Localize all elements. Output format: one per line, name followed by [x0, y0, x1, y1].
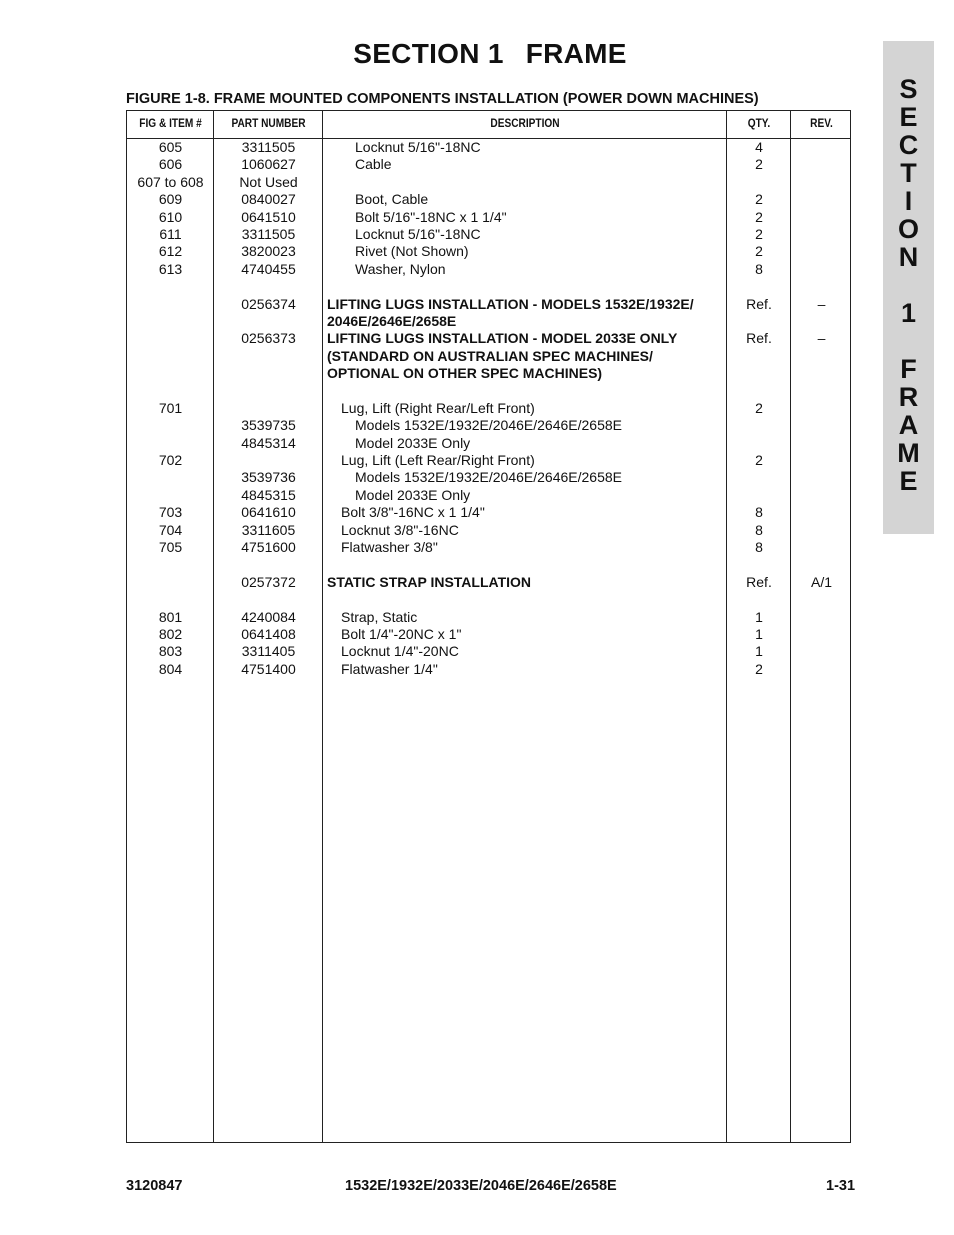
cell-part-number: 3539735: [241, 417, 296, 434]
table-row: [127, 452, 850, 469]
cell-qty: 2: [755, 243, 763, 260]
cell-fig-item: 702: [158, 452, 183, 469]
cell-fig-item: 703: [158, 504, 183, 521]
cell-description: Locknut 5/16"-18NC: [355, 139, 481, 155]
header-description: DESCRIPTION: [490, 118, 560, 130]
table-row: [127, 574, 850, 591]
cell-qty: Ref.: [746, 573, 772, 590]
header-fig-item: FIG & ITEM #: [139, 118, 202, 130]
cell-part-number: 3820023: [241, 243, 296, 260]
cell-description: Bolt 5/16"-18NC x 1 1/4": [355, 208, 507, 225]
cell-part-number: 3311505: [241, 139, 296, 155]
footer-page-number: 1-31: [826, 1178, 856, 1194]
cell-description: Lug, Lift (Left Rear/Right Front): [341, 452, 535, 469]
cell-fig-item: 605: [158, 139, 183, 155]
table-row: [127, 400, 850, 417]
section-title-name: FRAME: [525, 38, 627, 69]
section-title-number: SECTION 1: [353, 38, 504, 69]
table-row: [127, 382, 850, 399]
table-row: [127, 243, 850, 260]
figure-title: FIGURE 1-8. FRAME MOUNTED COMPONENTS INSTALLATION (POWER DOWN MACHINES): [126, 91, 759, 107]
table-row: [127, 139, 850, 156]
cell-description: LIFTING LUGS INSTALLATION - MODELS 1532E/1932E/: [327, 295, 694, 312]
cell-fig-item: 704: [158, 521, 183, 538]
table-row: [127, 261, 850, 278]
cell-fig-item: 611: [159, 225, 182, 242]
cell-part-number: 3311405: [241, 643, 296, 660]
table-row: [127, 191, 850, 208]
cell-fig-item: 613: [158, 260, 183, 277]
cell-qty: 8: [755, 504, 763, 521]
table-row: [127, 313, 850, 330]
cell-description: (STANDARD ON AUSTRALIAN SPEC MACHINES/: [327, 347, 653, 364]
cell-description: Locknut 3/8"-16NC: [341, 521, 459, 538]
side-tab-letter: T: [900, 158, 917, 188]
cell-description: Boot, Cable: [355, 191, 429, 208]
table-row: [127, 226, 850, 243]
cell-description: Cable: [355, 156, 392, 173]
table-row: [127, 296, 850, 313]
cell-part-number: 0641408: [241, 625, 296, 642]
cell-part-number: 1060627: [241, 156, 296, 173]
cell-part-number: 0257372: [241, 573, 296, 590]
cell-description: Washer, Nylon: [355, 260, 446, 277]
side-tab-number: 1: [900, 298, 917, 328]
page-title: [0, 38, 954, 70]
cell-qty: 1: [755, 608, 763, 625]
cell-description: OPTIONAL ON OTHER SPEC MACHINES): [327, 365, 603, 382]
cell-qty: 2: [755, 208, 763, 225]
cell-qty: Ref.: [746, 295, 772, 312]
table-row: [127, 626, 850, 643]
cell-description: Rivet (Not Shown): [355, 243, 469, 260]
side-tab-letter: E: [899, 466, 918, 496]
table-row: [127, 365, 850, 382]
cell-part-number: 0256373: [241, 330, 296, 347]
cell-description: Bolt 3/8"-16NC x 1 1/4": [341, 504, 485, 521]
cell-qty: 2: [755, 452, 763, 469]
cell-part-number: Not Used: [239, 173, 298, 190]
cell-description: Flatwasher 3/8": [341, 538, 438, 555]
cell-description: Model 2033E Only: [355, 434, 471, 451]
cell-qty: 8: [755, 260, 763, 277]
footer-models: 1532E/1932E/2033E/2046E/2646E/2658E: [345, 1178, 617, 1194]
cell-qty: 2: [755, 225, 763, 242]
cell-qty: 2: [755, 660, 763, 677]
cell-rev: –: [817, 330, 826, 347]
cell-description: Lug, Lift (Right Rear/Left Front): [341, 399, 535, 416]
table-row: [127, 661, 850, 678]
cell-qty: 2: [755, 399, 763, 416]
section-side-tab: [883, 41, 934, 534]
table-row: [127, 209, 850, 226]
cell-description: STATIC STRAP INSTALLATION: [327, 573, 532, 590]
table-row: [127, 556, 850, 573]
cell-description: Models 1532E/1932E/2046E/2646E/2658E: [355, 417, 622, 434]
header-qty: QTY.: [747, 118, 771, 130]
table-row: [127, 487, 850, 504]
tab-spacer: [883, 327, 934, 355]
cell-fig-item: 609: [158, 191, 183, 208]
cell-part-number: 0840027: [241, 191, 296, 208]
cell-part-number: 4845315: [241, 486, 296, 503]
side-tab-letter: O: [897, 214, 919, 244]
cell-fig-item: 802: [158, 625, 183, 642]
cell-fig-item: 612: [158, 243, 183, 260]
side-tab-letter: R: [898, 382, 919, 412]
side-tab-letter: E: [899, 102, 918, 132]
cell-qty: 1: [755, 643, 763, 660]
cell-fig-item: 801: [158, 608, 183, 625]
table-row: [127, 643, 850, 660]
table-row: [127, 609, 850, 626]
side-tab-letter: S: [899, 74, 918, 104]
cell-fig-item: 701: [158, 399, 183, 416]
table-row: [127, 539, 850, 556]
cell-fig-item: 610: [158, 208, 183, 225]
cell-description: 2046E/2646E/2658E: [327, 312, 457, 329]
cell-description: Bolt 1/4"-20NC x 1": [341, 625, 462, 642]
cell-part-number: 4845314: [241, 434, 296, 451]
cell-fig-item: 606: [158, 156, 183, 173]
cell-part-number: 0256374: [241, 295, 296, 312]
table-header: [127, 111, 850, 139]
table-row: [127, 435, 850, 452]
cell-part-number: 3539736: [241, 469, 296, 486]
cell-fig-item: 607 to 608: [137, 173, 204, 190]
side-tab-letter: M: [897, 438, 920, 468]
cell-description: Flatwasher 1/4": [341, 660, 438, 677]
side-tab-letter: N: [898, 242, 919, 272]
side-tab-letter: I: [904, 186, 913, 216]
cell-fig-item: 705: [158, 538, 183, 555]
table-row: [127, 591, 850, 608]
cell-description: Models 1532E/1932E/2046E/2646E/2658E: [355, 469, 622, 486]
cell-qty: Ref.: [746, 330, 772, 347]
cell-description: Model 2033E Only: [355, 486, 471, 503]
table-row: [127, 156, 850, 173]
cell-qty: 1: [755, 625, 763, 642]
cell-qty: 8: [755, 521, 763, 538]
table-row: [127, 330, 850, 347]
cell-fig-item: 804: [158, 660, 183, 677]
cell-qty: 4: [755, 139, 763, 155]
cell-part-number: 4751400: [241, 660, 296, 677]
cell-part-number: 3311605: [241, 521, 296, 538]
tab-spacer: [883, 271, 934, 299]
header-rev: REV.: [810, 118, 833, 130]
side-tab-letters: [883, 75, 934, 495]
table-row: [127, 417, 850, 434]
cell-part-number: 4751600: [241, 538, 296, 555]
cell-description: Locknut 5/16"-18NC: [355, 225, 481, 242]
table-body: [127, 139, 850, 678]
side-tab-letter: C: [898, 130, 919, 160]
table-row: [127, 522, 850, 539]
header-part-number: PART NUMBER: [231, 118, 306, 130]
table-row: [127, 469, 850, 486]
cell-part-number: 4240084: [241, 608, 296, 625]
side-tab-letter: A: [898, 410, 919, 440]
side-tab-letter: F: [900, 354, 917, 384]
cell-part-number: 0641610: [241, 504, 296, 521]
cell-description: LIFTING LUGS INSTALLATION - MODEL 2033E ONLY: [327, 330, 678, 347]
table-row: [127, 504, 850, 521]
cell-rev: –: [817, 295, 826, 312]
cell-description: Locknut 1/4"-20NC: [341, 643, 459, 660]
cell-qty: 2: [755, 191, 763, 208]
cell-rev: A/1: [810, 573, 832, 590]
table-row: [127, 278, 850, 295]
cell-qty: 2: [755, 156, 763, 173]
cell-qty: 8: [755, 538, 763, 555]
cell-part-number: 3311505: [241, 225, 296, 242]
cell-description: Strap, Static: [341, 608, 418, 625]
footer-doc-number: 3120847: [126, 1178, 183, 1194]
table-row: [127, 174, 850, 191]
table-row: [127, 348, 850, 365]
cell-part-number: 4740455: [241, 260, 296, 277]
parts-table: [126, 110, 851, 1143]
cell-part-number: 0641510: [241, 208, 296, 225]
cell-fig-item: 803: [158, 643, 183, 660]
